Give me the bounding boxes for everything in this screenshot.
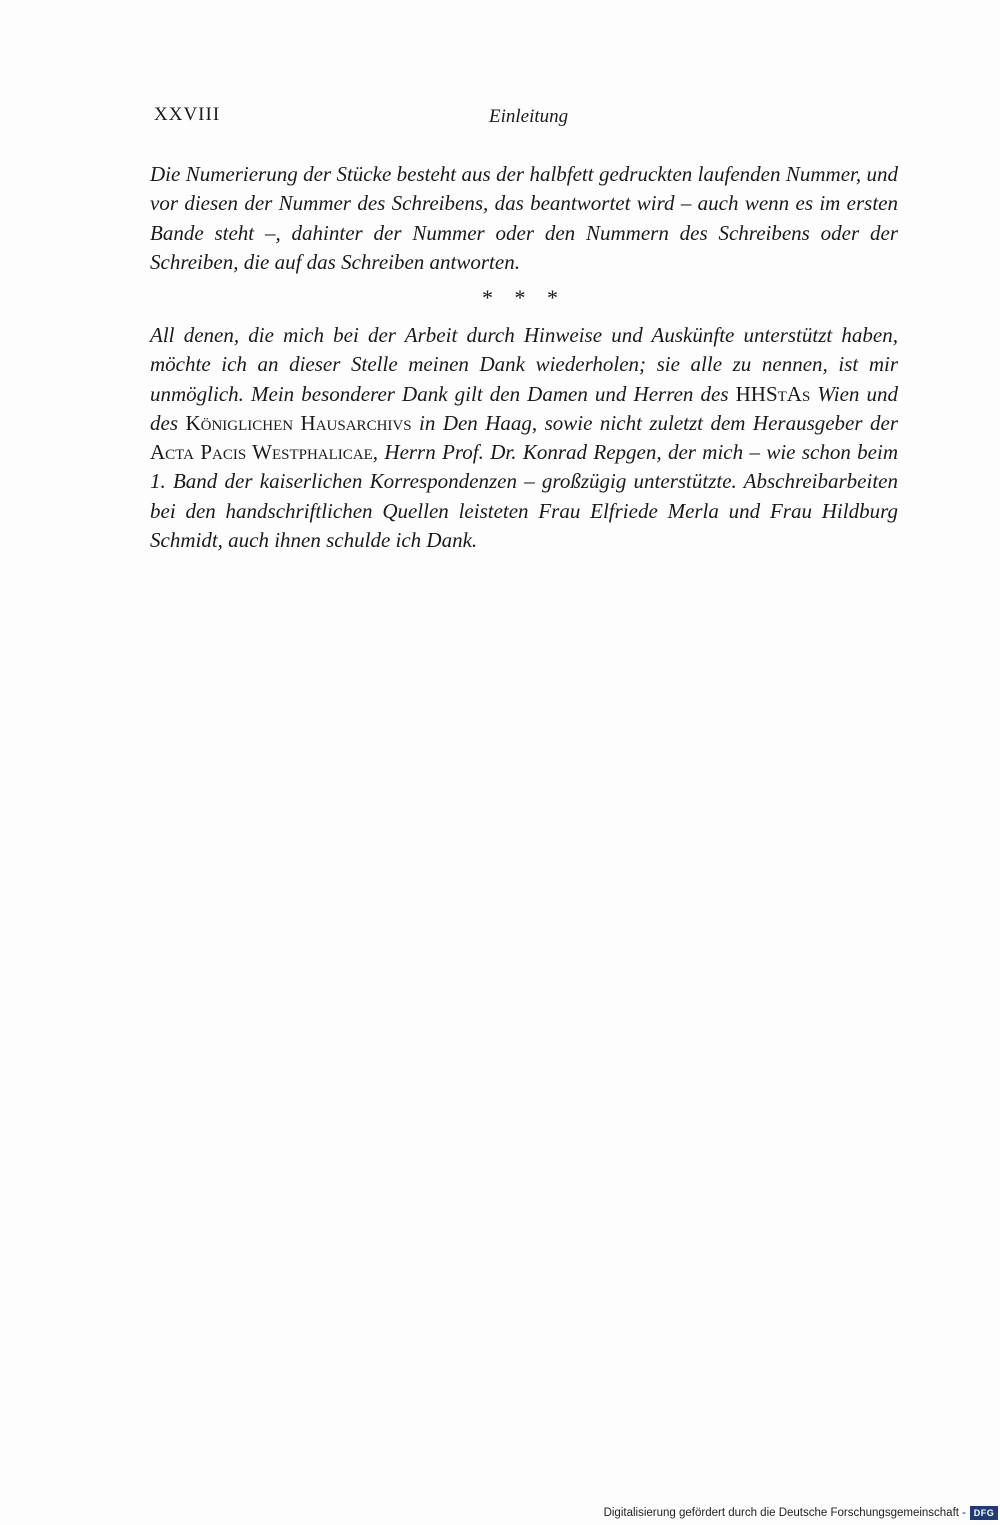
ack-text-3: in Den Haag, sowie nicht zuletzt dem Herausgeber der (411, 410, 898, 435)
section-separator: * * * (482, 285, 566, 310)
digitization-credit: Digitalisierung gefördert durch die Deutsche Forschungsgemeinschaft - (603, 1507, 966, 1519)
ack-hausarchiv: Königlichen Hausarchivs (185, 410, 412, 435)
ack-text-4: , Herrn Prof. Dr. Konrad Repgen, der mich – wie schon beim 1. Band der kaiserlichen Korrespondenzen – großzügig unterstützte. Abschreibarbeiten bei den handschriftlichen Quellen leisteten Frau Elfriede Merla und Frau Hildburg Schmidt, auch ihnen schulde ich Dank. (150, 440, 898, 553)
paragraph-numbering: Die Numerierung der Stücke besteht aus der halbfett gedruckten laufenden Nummer, und vor diesen der Nummer des Schreibens, das beantwortet wird – auch wenn es im ersten Bande steht –, dahinter der Nummer oder den Nummern des Schreibens oder der Schreiben, die auf das Schreiben antworten. (150, 162, 898, 274)
paragraph-acknowledgements (150, 321, 898, 555)
ack-apw: Acta Pacis Westphalicae (150, 440, 373, 465)
ack-text-1: All denen, die mich bei der Arbeit durch Hinweise und Auskünfte unterstützt haben, möchte ich an dieser Stelle meinen Dank wiederholen; sie alle zu nennen, ist mir unmöglich. Mein besonderer Dank gilt den Damen und Herren des (150, 323, 898, 406)
running-title: Einleitung (489, 106, 569, 127)
page-number: XXVIII (154, 104, 221, 125)
running-header (154, 104, 898, 134)
dfg-logo-icon: DFG (970, 1506, 998, 1520)
ack-hhsta: HHStAs (735, 381, 811, 406)
ack-text-2: Wien und des (150, 381, 898, 435)
